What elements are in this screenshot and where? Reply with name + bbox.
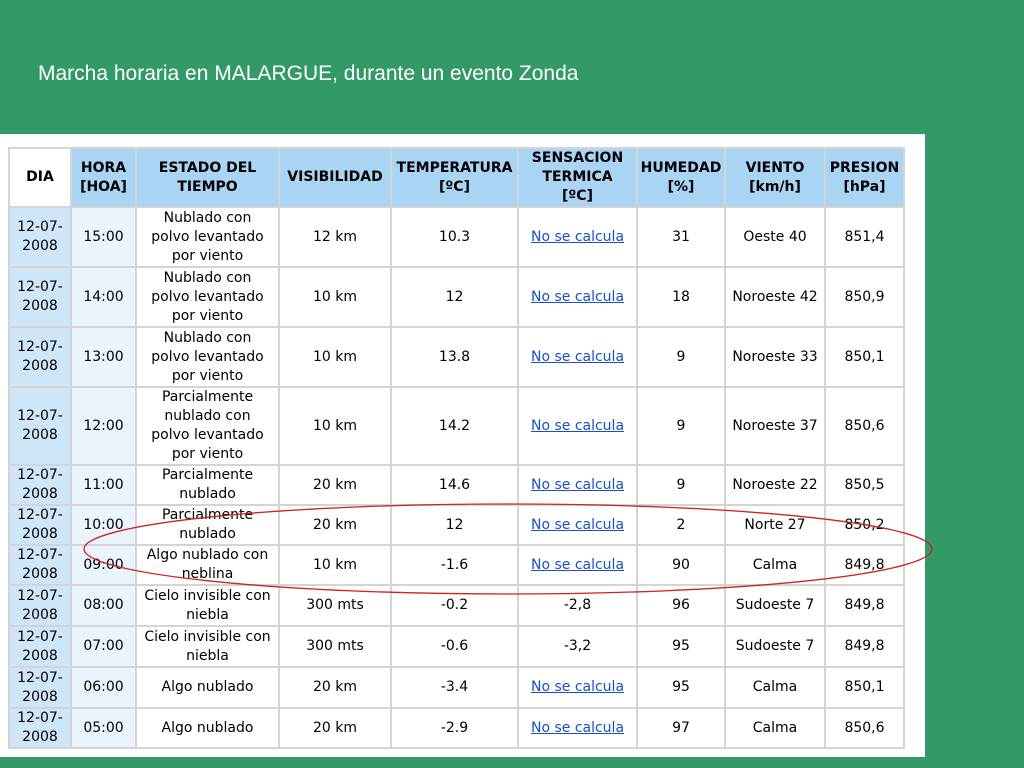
- cell-presion: 851,4: [825, 207, 904, 267]
- cell-estado-line: Algo nublado: [161, 679, 254, 695]
- cell-hora: 06:00: [71, 667, 136, 708]
- cell-dia-line: 2008: [22, 486, 58, 502]
- cell-estado: [136, 207, 279, 267]
- cell-presion: 850,2: [825, 505, 904, 545]
- cell-temperatura: 14.6: [391, 465, 518, 505]
- cell-viento: Sudoeste 7: [725, 626, 825, 667]
- column-header-line: TERMICA: [542, 169, 613, 185]
- cell-visibilidad: 12 km: [279, 207, 391, 267]
- cell-temperatura: -0.6: [391, 626, 518, 667]
- column-header-line: [%]: [667, 178, 695, 195]
- cell-visibilidad: 20 km: [279, 667, 391, 708]
- cell-dia-line: 2008: [22, 526, 58, 542]
- cell-hora: 07:00: [71, 626, 136, 667]
- cell-presion: 850,1: [825, 327, 904, 387]
- cell-viento: Sudoeste 7: [725, 585, 825, 626]
- cell-presion: 849,8: [825, 585, 904, 626]
- cell-estado-line: por viento: [171, 247, 244, 264]
- column-header-line: HORA: [80, 159, 127, 176]
- cell-visibilidad: 20 km: [279, 708, 391, 748]
- cell-hora: 12:00: [71, 387, 136, 465]
- table-row: [9, 327, 904, 387]
- cell-sensacion: [518, 667, 637, 708]
- cell-estado: [136, 667, 279, 708]
- cell-dia: [9, 465, 71, 505]
- cell-estado-line: por viento: [171, 446, 244, 462]
- cell-estado: [136, 267, 279, 327]
- cell-visibilidad: 20 km: [279, 505, 391, 545]
- cell-humedad: 9: [637, 387, 725, 465]
- cell-dia: [9, 387, 71, 465]
- cell-dia-line: 2008: [22, 688, 58, 705]
- column-header-line: [ºC]: [562, 188, 593, 204]
- cell-visibilidad: 10 km: [279, 267, 391, 327]
- cell-sensacion: [518, 267, 637, 327]
- cell-temperatura: 14.2: [391, 387, 518, 465]
- cell-estado-line: Parcialmente: [161, 507, 254, 523]
- table-row: [9, 626, 904, 667]
- cell-sensacion: [518, 708, 637, 748]
- cell-visibilidad: 20 km: [279, 465, 391, 505]
- cell-temperatura: 10.3: [391, 207, 518, 267]
- cell-estado-line: polvo levantado: [151, 288, 264, 305]
- cell-estado-line: niebla: [186, 647, 229, 664]
- cell-estado: [136, 465, 279, 505]
- cell-hora: 14:00: [71, 267, 136, 327]
- column-header-visibilidad: [279, 148, 391, 207]
- cell-estado-line: Cielo invisible con: [144, 587, 271, 604]
- column-header-line: VIENTO: [745, 159, 805, 176]
- column-header-line: HUMEDAD: [640, 159, 722, 176]
- cell-dia-line: 12-07-: [17, 628, 63, 645]
- cell-visibilidad: 300 mts: [279, 626, 391, 667]
- cell-dia: [9, 545, 71, 585]
- cell-estado-line: Parcialmente: [161, 389, 254, 405]
- cell-estado-line: Cielo invisible con: [144, 628, 271, 645]
- cell-estado-line: Algo nublado con: [146, 547, 269, 563]
- sensacion-link[interactable]: No se calcula: [530, 228, 625, 245]
- cell-temperatura: 13.8: [391, 327, 518, 387]
- cell-viento: Noroeste 22: [725, 465, 825, 505]
- sensacion-link[interactable]: No se calcula: [530, 556, 625, 573]
- cell-estado-line: neblina: [181, 566, 234, 582]
- cell-dia-line: 12-07-: [17, 219, 63, 235]
- cell-humedad: 97: [637, 708, 725, 748]
- cell-dia-line: 12-07-: [17, 467, 63, 483]
- cell-dia: [9, 505, 71, 545]
- column-header-dia: [9, 148, 71, 207]
- cell-sensacion: -2,8: [518, 585, 637, 626]
- column-header-presion: [825, 148, 904, 207]
- cell-dia-line: 12-07-: [17, 339, 63, 355]
- cell-humedad: 9: [637, 465, 725, 505]
- cell-dia-line: 12-07-: [17, 279, 63, 295]
- cell-sensacion: [518, 505, 637, 545]
- cell-visibilidad: 300 mts: [279, 585, 391, 626]
- table-panel: [0, 134, 925, 757]
- cell-humedad: 2: [637, 505, 725, 545]
- table-row: [9, 505, 904, 545]
- cell-dia-line: 2008: [22, 729, 58, 745]
- cell-estado-line: por viento: [171, 367, 244, 384]
- cell-estado: [136, 545, 279, 585]
- cell-viento: Calma: [725, 708, 825, 748]
- column-header-humedad: [637, 148, 725, 207]
- cell-estado: [136, 387, 279, 465]
- column-header-temperatura: [391, 148, 518, 207]
- cell-humedad: 95: [637, 667, 725, 708]
- cell-humedad: 31: [637, 207, 725, 267]
- cell-visibilidad: 10 km: [279, 327, 391, 387]
- cell-presion: 850,9: [825, 267, 904, 327]
- column-header-line: SENSACION: [531, 150, 624, 166]
- cell-temperatura: 12: [391, 267, 518, 327]
- cell-dia-line: 12-07-: [17, 547, 63, 563]
- cell-estado-line: polvo levantado: [151, 228, 264, 245]
- sensacion-link[interactable]: No se calcula: [530, 719, 625, 736]
- cell-humedad: 95: [637, 626, 725, 667]
- column-header-line: [hPa]: [843, 178, 886, 195]
- cell-sensacion: [518, 545, 637, 585]
- table-row: [9, 267, 904, 327]
- cell-viento: Noroeste 37: [725, 387, 825, 465]
- cell-estado-line: Algo nublado: [161, 719, 254, 736]
- cell-dia-line: 2008: [22, 606, 58, 623]
- cell-estado-line: Nublado con: [163, 329, 252, 346]
- sensacion-link[interactable]: No se calcula: [530, 679, 625, 695]
- table-row: [9, 387, 904, 465]
- cell-sensacion: -3,2: [518, 626, 637, 667]
- cell-sensacion: [518, 465, 637, 505]
- cell-estado: [136, 708, 279, 748]
- column-header-line: PRESION: [829, 159, 900, 176]
- cell-estado: [136, 505, 279, 545]
- cell-dia-line: 2008: [22, 238, 58, 254]
- cell-presion: 849,8: [825, 626, 904, 667]
- cell-sensacion: [518, 207, 637, 267]
- table-row: [9, 585, 904, 626]
- cell-dia-line: 2008: [22, 566, 58, 582]
- cell-temperatura: -0.2: [391, 585, 518, 626]
- cell-estado-line: Nublado con: [163, 209, 252, 226]
- cell-presion: 849,8: [825, 545, 904, 585]
- table-row: [9, 545, 904, 585]
- cell-estado-line: nublado con: [164, 408, 251, 424]
- cell-dia-line: 2008: [22, 298, 58, 314]
- cell-hora: 05:00: [71, 708, 136, 748]
- cell-dia: [9, 207, 71, 267]
- sensacion-link[interactable]: No se calcula: [530, 288, 625, 305]
- cell-temperatura: -1.6: [391, 545, 518, 585]
- column-header-viento: [725, 148, 825, 207]
- cell-viento: Calma: [725, 667, 825, 708]
- slide-title: Marcha horaria en MALARGUE, durante un evento Zonda: [38, 62, 579, 85]
- cell-viento: Calma: [725, 545, 825, 585]
- sensacion-link[interactable]: No se calcula: [530, 348, 625, 365]
- cell-viento: Oeste 40: [725, 207, 825, 267]
- cell-estado-line: polvo levantado: [151, 348, 264, 365]
- cell-dia: [9, 585, 71, 626]
- cell-dia: [9, 267, 71, 327]
- column-header-line: VISIBILIDAD: [287, 169, 383, 185]
- cell-sensacion: [518, 387, 637, 465]
- cell-estado: [136, 327, 279, 387]
- cell-hora: 08:00: [71, 585, 136, 626]
- cell-estado-line: niebla: [186, 606, 229, 623]
- sensacion-link[interactable]: No se calcula: [530, 417, 625, 434]
- cell-presion: 850,6: [825, 708, 904, 748]
- cell-presion: 850,1: [825, 667, 904, 708]
- header-row: [9, 148, 904, 207]
- cell-viento: Noroeste 33: [725, 327, 825, 387]
- sensacion-link[interactable]: No se calcula: [530, 516, 625, 533]
- cell-estado: [136, 626, 279, 667]
- cell-humedad: 18: [637, 267, 725, 327]
- cell-dia-line: 12-07-: [17, 669, 63, 686]
- table-row: [9, 708, 904, 748]
- cell-dia: [9, 327, 71, 387]
- column-header-hora: [71, 148, 136, 207]
- column-header-line: TEMPERATURA: [396, 159, 513, 176]
- column-header-line: [HOA]: [80, 178, 127, 195]
- table-row: [9, 207, 904, 267]
- cell-hora: 10:00: [71, 505, 136, 545]
- cell-humedad: 96: [637, 585, 725, 626]
- cell-dia-line: 12-07-: [17, 587, 63, 604]
- cell-visibilidad: 10 km: [279, 387, 391, 465]
- cell-humedad: 90: [637, 545, 725, 585]
- table-body: [9, 207, 904, 748]
- cell-visibilidad: 10 km: [279, 545, 391, 585]
- cell-sensacion: [518, 327, 637, 387]
- cell-dia-line: 12-07-: [17, 507, 63, 523]
- cell-dia-line: 12-07-: [17, 710, 63, 726]
- cell-temperatura: -3.4: [391, 667, 518, 708]
- cell-humedad: 9: [637, 327, 725, 387]
- cell-estado-line: Parcialmente: [161, 467, 254, 483]
- cell-hora: 13:00: [71, 327, 136, 387]
- table-row: [9, 667, 904, 708]
- cell-estado-line: nublado: [179, 486, 236, 502]
- cell-viento: Noroeste 42: [725, 267, 825, 327]
- cell-temperatura: -2.9: [391, 708, 518, 748]
- column-header-line: [ºC]: [439, 178, 470, 195]
- cell-hora: 11:00: [71, 465, 136, 505]
- cell-dia-line: 2008: [22, 358, 58, 374]
- sensacion-link[interactable]: No se calcula: [530, 476, 625, 493]
- cell-dia-line: 12-07-: [17, 408, 63, 424]
- column-header-line: TIEMPO: [177, 178, 238, 195]
- column-header-line: [km/h]: [749, 178, 801, 195]
- cell-hora: 15:00: [71, 207, 136, 267]
- cell-presion: 850,6: [825, 387, 904, 465]
- cell-estado-line: por viento: [171, 307, 244, 324]
- weather-table: [8, 147, 905, 749]
- cell-dia: [9, 626, 71, 667]
- column-header-estado: [136, 148, 279, 207]
- cell-temperatura: 12: [391, 505, 518, 545]
- column-header-sensacion: [518, 148, 637, 207]
- cell-estado-line: polvo levantado: [151, 427, 264, 443]
- cell-estado-line: nublado: [179, 526, 236, 542]
- cell-dia: [9, 708, 71, 748]
- column-header-line: DIA: [26, 169, 54, 185]
- cell-hora: 09:00: [71, 545, 136, 585]
- cell-estado-line: Nublado con: [163, 269, 252, 286]
- cell-presion: 850,5: [825, 465, 904, 505]
- cell-dia-line: 2008: [22, 647, 58, 664]
- cell-dia: [9, 667, 71, 708]
- cell-estado: [136, 585, 279, 626]
- cell-dia-line: 2008: [22, 427, 58, 443]
- cell-viento: Norte 27: [725, 505, 825, 545]
- table-row: [9, 465, 904, 505]
- column-header-line: ESTADO DEL: [158, 159, 257, 176]
